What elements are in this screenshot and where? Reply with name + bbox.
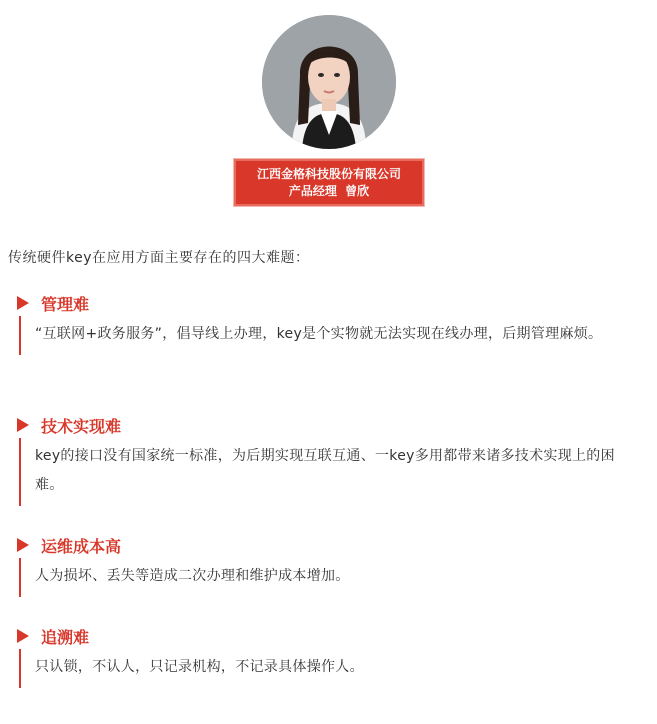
section-body: 人为损坏、丢失等造成二次办理和维护成本增加。 [19, 558, 643, 597]
author-name-card [234, 159, 424, 206]
intro-text: 传统硬件key在应用方面主要存在的四大难题： [8, 250, 310, 266]
section-header [17, 623, 643, 649]
section-body: “互联网+政务服务”，倡导线上办理，key是个实物就无法实现在线办理，后期管理麻烦。 [19, 316, 643, 355]
triangle-right-icon [17, 538, 29, 552]
profile-photo [262, 15, 396, 149]
section-header [17, 290, 643, 316]
section-traceability [17, 623, 643, 688]
section-header [17, 532, 643, 558]
triangle-right-icon [17, 629, 29, 643]
section-body: key的接口没有国家统一标准，为后期实现互联互通、一key多用都带来诸多技术实现上的困难。 [19, 438, 643, 506]
section-title: 技术实现难 [41, 416, 122, 436]
section-header [17, 412, 643, 438]
company-name: 江西金格科技股份有限公司 [256, 167, 401, 181]
section-technical [17, 412, 643, 506]
section-maintenance-cost [17, 532, 643, 597]
section-title: 管理难 [41, 294, 90, 314]
section-title: 追溯难 [41, 627, 90, 647]
author-role-name: 产品经理 曾欣 [288, 184, 370, 198]
section-body: 只认锁，不认人，只记录机构，不记录具体操作人。 [19, 649, 643, 688]
portrait-image [262, 15, 396, 149]
triangle-right-icon [17, 418, 29, 432]
triangle-right-icon [17, 296, 29, 310]
section-title: 运维成本高 [41, 536, 122, 556]
section-management [17, 290, 643, 355]
